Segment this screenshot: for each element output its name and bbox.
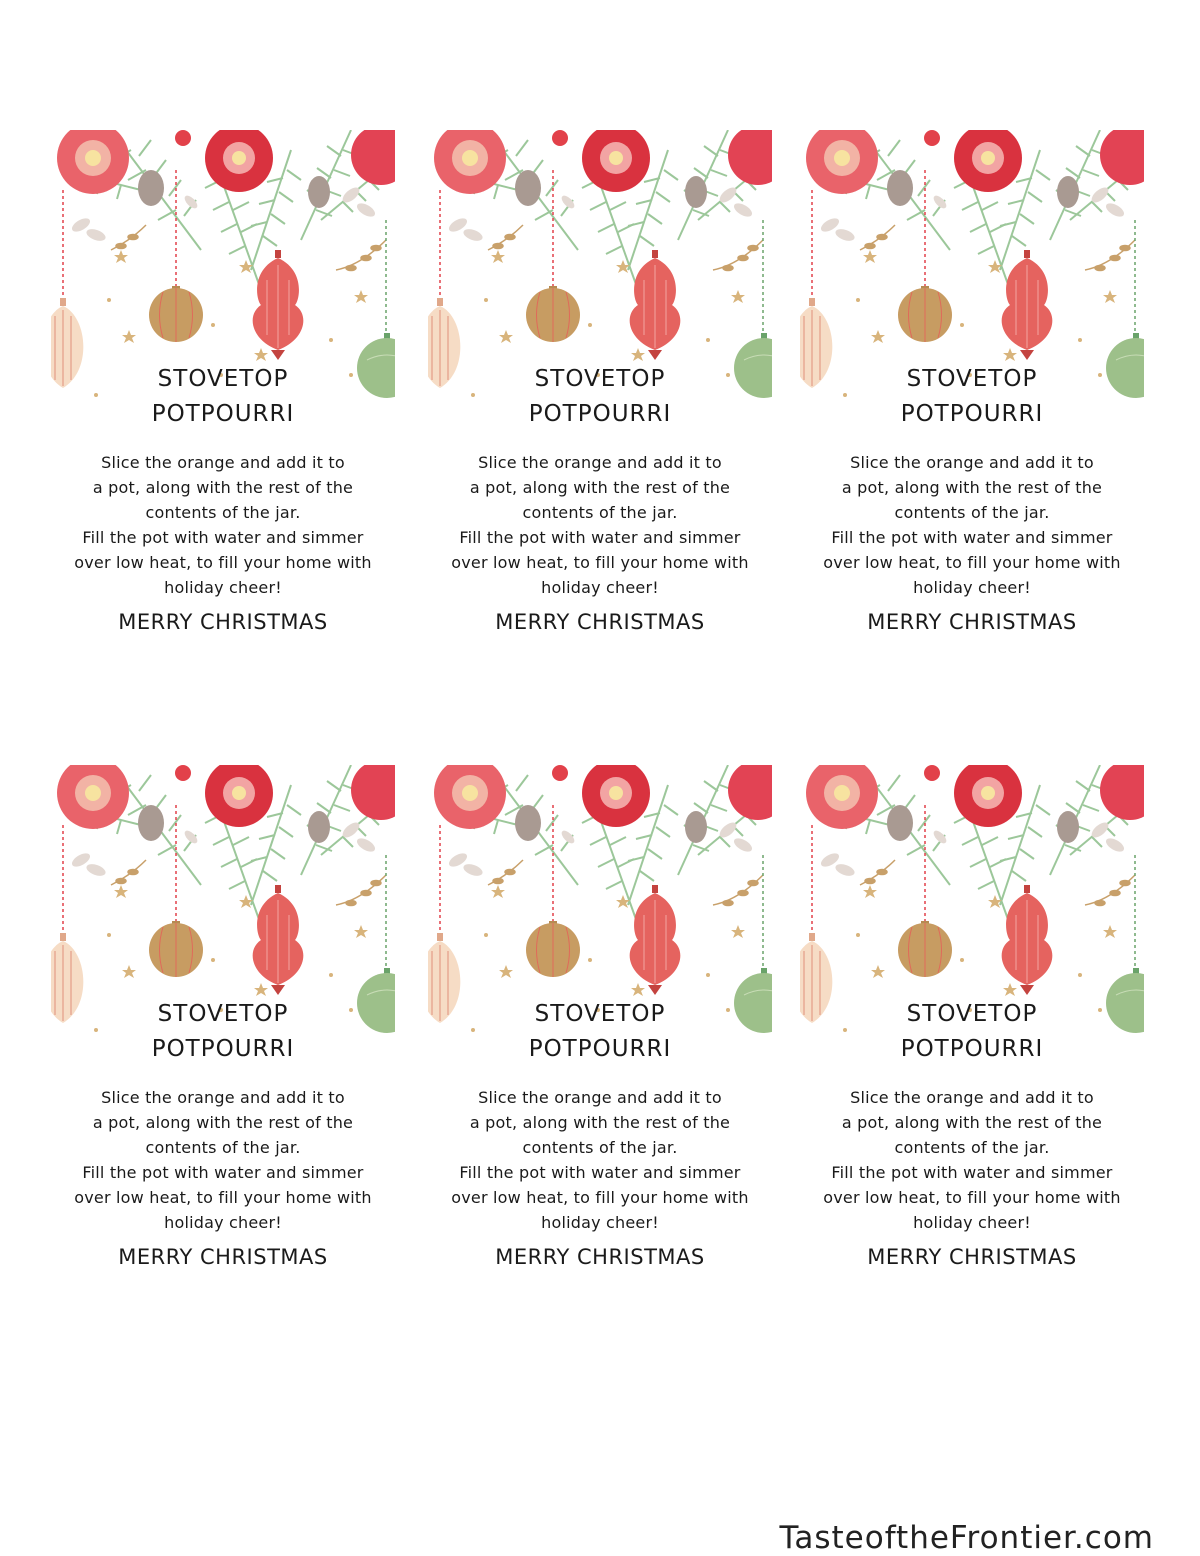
instruction-line: a pot, along with the rest of the <box>92 478 354 497</box>
label-title <box>51 362 395 432</box>
instruction-line: over low heat, to fill your home with <box>823 553 1121 572</box>
instruction-line: holiday cheer! <box>541 578 659 597</box>
title-line: POTPOURRI <box>151 1036 295 1062</box>
instruction-line: holiday cheer! <box>913 578 1031 597</box>
title-line: STOVETOP <box>534 1001 666 1027</box>
label-card <box>51 765 395 1285</box>
instruction-line: a pot, along with the rest of the <box>469 478 731 497</box>
instruction-line: contents of the jar. <box>522 1138 678 1157</box>
label-card <box>800 765 1144 1285</box>
label-instructions <box>800 450 1144 600</box>
label-greeting: MERRY CHRISTMAS <box>867 1245 1077 1269</box>
instruction-line: contents of the jar. <box>522 503 678 522</box>
label-instructions <box>428 450 772 600</box>
instruction-line: contents of the jar. <box>894 1138 1050 1157</box>
title-line: POTPOURRI <box>900 1036 1044 1062</box>
holiday-ornament-illustration <box>800 130 1144 398</box>
label-greeting: MERRY CHRISTMAS <box>495 1245 705 1269</box>
title-line: POTPOURRI <box>900 401 1044 427</box>
label-greeting: MERRY CHRISTMAS <box>495 610 705 634</box>
instruction-line: over low heat, to fill your home with <box>823 1188 1121 1207</box>
label-card <box>51 130 395 650</box>
label-card <box>428 765 772 1285</box>
holiday-ornament-illustration <box>428 765 772 1033</box>
title-line: STOVETOP <box>157 366 289 392</box>
instruction-line: Slice the orange and add it to <box>478 453 722 472</box>
instruction-line: Slice the orange and add it to <box>478 1088 722 1107</box>
instruction-line: a pot, along with the rest of the <box>841 478 1103 497</box>
instruction-line: Slice the orange and add it to <box>101 1088 345 1107</box>
title-line: STOVETOP <box>906 1001 1038 1027</box>
title-line: POTPOURRI <box>528 1036 672 1062</box>
label-greeting: MERRY CHRISTMAS <box>867 610 1077 634</box>
instruction-line: over low heat, to fill your home with <box>74 1188 372 1207</box>
label-instructions <box>800 1085 1144 1235</box>
site-credit: TasteoftheFrontier.com <box>779 1520 1154 1556</box>
instruction-line: contents of the jar. <box>145 1138 301 1157</box>
instruction-line: Fill the pot with water and simmer <box>831 1163 1113 1182</box>
label-instructions <box>51 450 395 600</box>
instruction-line: a pot, along with the rest of the <box>92 1113 354 1132</box>
instruction-line: Fill the pot with water and simmer <box>82 528 364 547</box>
holiday-ornament-illustration <box>51 765 395 1033</box>
label-title <box>51 997 395 1067</box>
holiday-ornament-illustration <box>51 130 395 398</box>
instruction-line: holiday cheer! <box>164 578 282 597</box>
title-line: POTPOURRI <box>528 401 672 427</box>
label-title <box>428 362 772 432</box>
title-line: STOVETOP <box>534 366 666 392</box>
label-instructions <box>51 1085 395 1235</box>
instruction-line: over low heat, to fill your home with <box>451 1188 749 1207</box>
instruction-line: over low heat, to fill your home with <box>451 553 749 572</box>
label-title <box>800 997 1144 1067</box>
instruction-line: holiday cheer! <box>541 1213 659 1232</box>
instruction-line: Fill the pot with water and simmer <box>82 1163 364 1182</box>
instruction-line: Slice the orange and add it to <box>850 1088 1094 1107</box>
label-card <box>428 130 772 650</box>
label-instructions <box>428 1085 772 1235</box>
title-line: STOVETOP <box>157 1001 289 1027</box>
label-title <box>800 362 1144 432</box>
label-title <box>428 997 772 1067</box>
holiday-ornament-illustration <box>428 130 772 398</box>
instruction-line: a pot, along with the rest of the <box>469 1113 731 1132</box>
instruction-line: contents of the jar. <box>145 503 301 522</box>
instruction-line: holiday cheer! <box>164 1213 282 1232</box>
instruction-line: holiday cheer! <box>913 1213 1031 1232</box>
label-greeting: MERRY CHRISTMAS <box>118 610 328 634</box>
instruction-line: a pot, along with the rest of the <box>841 1113 1103 1132</box>
holiday-ornament-illustration <box>800 765 1144 1033</box>
instruction-line: Slice the orange and add it to <box>850 453 1094 472</box>
title-line: POTPOURRI <box>151 401 295 427</box>
instruction-line: Slice the orange and add it to <box>101 453 345 472</box>
label-card <box>800 130 1144 650</box>
instruction-line: Fill the pot with water and simmer <box>459 528 741 547</box>
instruction-line: Fill the pot with water and simmer <box>831 528 1113 547</box>
instruction-line: over low heat, to fill your home with <box>74 553 372 572</box>
label-greeting: MERRY CHRISTMAS <box>118 1245 328 1269</box>
instruction-line: contents of the jar. <box>894 503 1050 522</box>
instruction-line: Fill the pot with water and simmer <box>459 1163 741 1182</box>
title-line: STOVETOP <box>906 366 1038 392</box>
